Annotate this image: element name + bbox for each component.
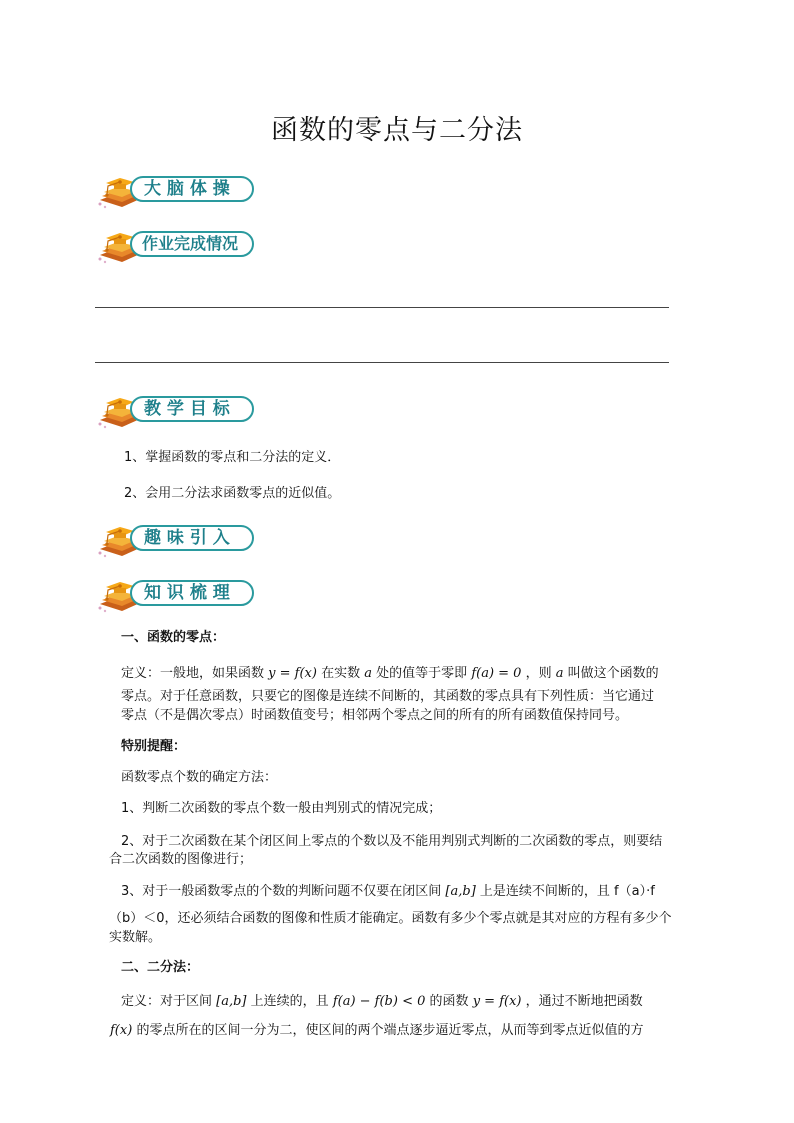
banner-label: 趣 味 引 入 <box>144 528 230 548</box>
method-title: 函数零点个数的确定方法： <box>121 770 278 785</box>
banner-homework <box>96 227 258 261</box>
definition-line: 零点（不是偶次零点）时函数值变号；相邻两个零点之间的所有的所有函数值保持同号。 <box>121 708 629 723</box>
text-run: 上是连续不间断的，且 f（a）·f <box>479 884 655 899</box>
text-run: 的函数 <box>429 994 469 1009</box>
math-y-eq-fx: y = f(x) <box>472 994 522 1009</box>
math-a: a <box>364 666 373 681</box>
reminder-heading: 特别提醒： <box>121 739 187 754</box>
rule-item: （b）＜0，还必须结合函数的图像和性质才能确定。函数有多少个零点就是其对应的方程有多少个 <box>109 911 672 926</box>
page-title: 函数的零点与二分法 <box>271 115 523 146</box>
definition-line <box>121 664 659 684</box>
rule-item: 实数解。 <box>109 930 162 945</box>
math-fa-fb-lt0: f(a) − f(b) < 0 <box>332 994 426 1009</box>
text-run: 的零点所在的区间一分为二，使区间的两个端点逐步逼近零点，从而等到零点近似值的方 <box>136 1023 644 1038</box>
text-run: 3、对于一般函数零点的个数的判断问题不仅要在闭区间 <box>121 884 442 899</box>
objective-item: 1、掌握函数的零点和二分法的定义． <box>124 450 341 465</box>
math-interval-ab: [a,b] <box>445 884 476 899</box>
text-run: 定义：一般地，如果函数 <box>121 666 265 681</box>
math-y-eq-fx: y = f(x) <box>268 666 317 681</box>
rule-item: 1、判断二次函数的零点个数一般由判别式的情况完成； <box>121 801 442 816</box>
definition-line: 零点。对于任意函数，只要它的图像是连续不间断的，其函数的零点具有下列性质：当它通过 <box>121 689 655 704</box>
section-heading: 一、函数的零点： <box>121 630 226 645</box>
text-run: 上连续的，且 <box>250 994 329 1009</box>
text-run: ，通过不断地把函数 <box>525 994 643 1009</box>
text-run: 定义：对于区间 <box>121 994 213 1009</box>
rule-item: 合二次函数的图像进行； <box>109 852 253 867</box>
banner-label: 作业完成情况 <box>142 234 239 253</box>
math-fx: f(x) <box>110 1023 133 1038</box>
answer-line <box>95 362 669 363</box>
math-a: a <box>555 666 564 681</box>
banner-warmup <box>96 172 258 206</box>
banner-label: 教 学 目 标 <box>144 399 230 419</box>
text-run: 在实数 <box>321 666 361 681</box>
banner-label: 知 识 梳 理 <box>144 583 230 603</box>
banner-objectives <box>96 392 258 426</box>
definition-line <box>121 992 643 1012</box>
math-interval-ab: [a,b] <box>216 994 247 1009</box>
answer-line <box>95 307 669 308</box>
banner-label: 大 脑 体 操 <box>144 179 230 199</box>
banner-intro <box>96 521 258 555</box>
rule-item <box>121 882 655 902</box>
text-run: 处的值等于零即 <box>376 666 468 681</box>
definition-line <box>110 1021 643 1041</box>
objective-item: 2、会用二分法求函数零点的近似值。 <box>124 486 341 501</box>
text-run: 叫做这个函数的 <box>567 666 659 681</box>
text-run: ，则 <box>525 666 552 681</box>
section-heading: 二、二分法： <box>121 960 200 975</box>
rule-item: 2、对于二次函数在某个闭区间上零点的个数以及不能用判别式判断的二次函数的零点，则要结 <box>121 834 663 849</box>
banner-knowledge <box>96 576 258 610</box>
math-fa-eq-0: f(a) = 0 <box>471 666 522 681</box>
